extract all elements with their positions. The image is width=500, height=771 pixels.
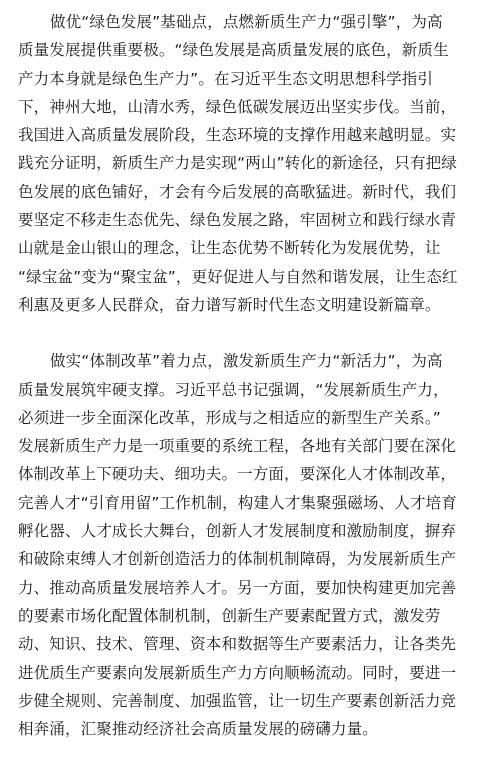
- text-line: 做实“体制改革”着力点，激发新质生产力“新活力”，为高: [50, 352, 443, 371]
- text-line: 相奔涌，汇聚推动经济社会高质量发展的磅礴力量。: [18, 720, 378, 739]
- text-line: 动、知识、技术、管理、资本和数据等生产要素活力，让各类先: [18, 635, 457, 654]
- text-line: 完善人才“引育用留”工作机制，构建人才集聚强磁场、人才培育: [18, 493, 457, 512]
- text-line: 产力本身就是绿色生产力”。在习近平生态文明思想科学指引: [18, 69, 434, 88]
- text-line: 孵化器、人才成长大舞台，创新人才发展制度和激励制度，摒弃: [18, 522, 457, 541]
- text-line: “绿宝盆”变为“聚宝盆”，更好促进人与自然和谐发展，让生态红: [18, 267, 458, 286]
- paragraph-green-development: [18, 8, 482, 319]
- text-line: 的要素市场化配置体制机制，创新生产要素配置方式，激发劳: [18, 606, 441, 625]
- text-line: 质量发展提供重要极。“绿色发展是高质量发展的底色，新质生: [18, 41, 449, 60]
- text-line: 步健全规则、完善制度、加强监管，让一切生产要素创新活力竞: [18, 691, 457, 710]
- paragraph-spacer: [18, 319, 482, 347]
- text-line: 进优质生产要素向发展新质生产力方向顺畅流动。同时，要进一: [18, 663, 457, 682]
- text-line: 做优“绿色发展”基础点，点燃新质生产力“强引擎”，为高: [50, 13, 443, 31]
- text-line: 色发展的底色铺好，才会有今后发展的高歌猛进。新时代，我们: [18, 182, 457, 201]
- text-line: 和破除束缚人才创新创造活力的体制机制障碍，为发展新质生产: [18, 550, 457, 569]
- text-line: 我国进入高质量发展阶段，生态环境的支撑作用越来越明显。实: [18, 126, 457, 145]
- text-line: 践充分证明，新质生产力是实现“两山”转化的新途径，只有把绿: [18, 154, 457, 173]
- paragraph-institutional-reform: [18, 347, 482, 743]
- text-line: 山就是金山银山的理念，让生态优势不断转化为发展优势，让: [18, 239, 441, 258]
- text-line: 必须进一步全面深化改革，形成与之相适应的新型生产关系。”: [18, 408, 441, 427]
- text-line: 要坚定不移走生态优先、绿色发展之路，牢固树立和践行绿水青: [18, 211, 457, 230]
- text-line: 质量发展筑牢硬支撑。习近平总书记强调，“发展新质生产力，: [18, 380, 449, 399]
- text-line: 下，神州大地，山清水秀，绿色低碳发展迈出坚实步伐。当前，: [18, 97, 457, 116]
- text-line: 体制改革上下硬功夫、细功夫。一方面，要深化人才体制改革，: [18, 465, 457, 484]
- text-line: 利惠及更多人民群众，奋力谱写新时代生态文明建设新篇章。: [18, 295, 441, 314]
- text-line: 发展新质生产力是一项重要的系统工程，各地有关部门要在深化: [18, 437, 457, 456]
- text-line: 力、推动高质量发展培养人才。另一方面，要加快构建更加完善: [18, 578, 457, 597]
